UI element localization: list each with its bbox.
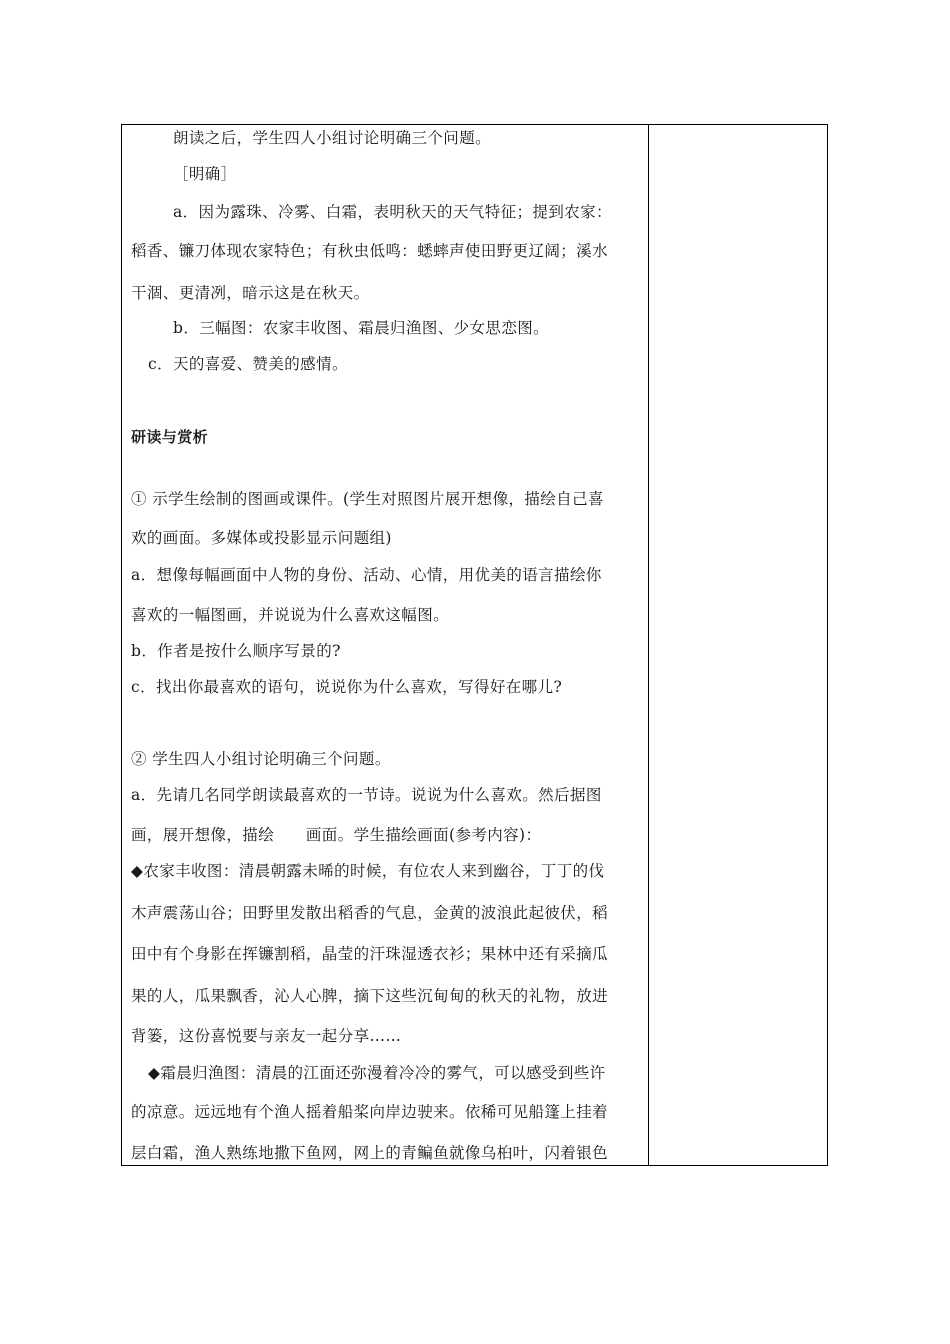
text-line: a．先请几名同学朗读最喜欢的一节诗。说说为什么喜欢。然后据图 — [131, 786, 602, 804]
text-line: b．三幅图：农家丰收图、霜晨归渔图、少女思恋图。 — [173, 319, 550, 337]
text-line: 的凉意。远远地有个渔人摇着船桨向岸边驶来。依稀可见船篷上挂着 — [131, 1103, 609, 1121]
text-line: 背篓，这份喜悦要与亲友一起分享…… — [131, 1027, 402, 1045]
text-line: 木声震荡山谷；田野里发散出稻香的气息，金黄的波浪此起彼伏，稻 — [131, 904, 609, 922]
text-line: 干涸、更清冽，暗示这是在秋天。 — [131, 284, 370, 302]
column-divider — [648, 125, 649, 1165]
text-line: 稻香、镰刀体现农家特色；有秋虫低鸣：蟋蟀声使田野更辽阔；溪水 — [131, 242, 609, 260]
text-line: a．想像每幅画面中人物的身份、活动、心情，用优美的语言描绘你 — [131, 566, 602, 584]
text-line: c．天的喜爱、赞美的感情。 — [148, 355, 348, 373]
text-line: c．找出你最喜欢的语句，说说你为什么喜欢，写得好在哪儿? — [131, 678, 563, 696]
text-line: 画，展开想像，描绘 画面。学生描绘画面(参考内容)： — [131, 826, 542, 844]
text-line: ◆农家丰收图：清晨朝露未晞的时候，有位农人来到幽谷，丁丁的伐 — [131, 862, 605, 880]
text-line: 喜欢的一幅图画，并说说为什么喜欢这幅图。 — [131, 606, 450, 624]
text-line: a．因为露珠、冷雾、白霜，表明秋天的天气特征；提到农家： — [173, 203, 612, 221]
text-line: ① 示学生绘制的图画或课件。(学生对照图片展开想像，描绘自己喜 — [131, 490, 604, 508]
text-line: 欢的画面。多媒体或投影显示问题组) — [131, 529, 392, 547]
text-line: b．作者是按什么顺序写景的? — [131, 642, 341, 660]
section-heading: 研读与赏析 — [131, 428, 209, 446]
text-line: 果的人，瓜果飘香，沁人心脾，摘下这些沉甸甸的秋天的礼物，放进 — [131, 987, 609, 1005]
text-line: 田中有个身影在挥镰割稻，晶莹的汗珠湿透衣衫；果林中还有采摘瓜 — [131, 945, 609, 963]
text-line: ② 学生四人小组讨论明确三个问题。 — [131, 750, 391, 768]
text-line: 朗读之后，学生四人小组讨论明确三个问题。 — [173, 129, 492, 147]
text-line: 层白霜，渔人熟练地撒下鱼网，网上的青鳊鱼就像乌桕叶，闪着银色 — [131, 1144, 609, 1162]
text-line: ◆霜晨归渔图：清晨的江面还弥漫着冷冷的雾气，可以感受到些许 — [148, 1064, 606, 1082]
text-line: ［明确］ — [173, 165, 237, 183]
